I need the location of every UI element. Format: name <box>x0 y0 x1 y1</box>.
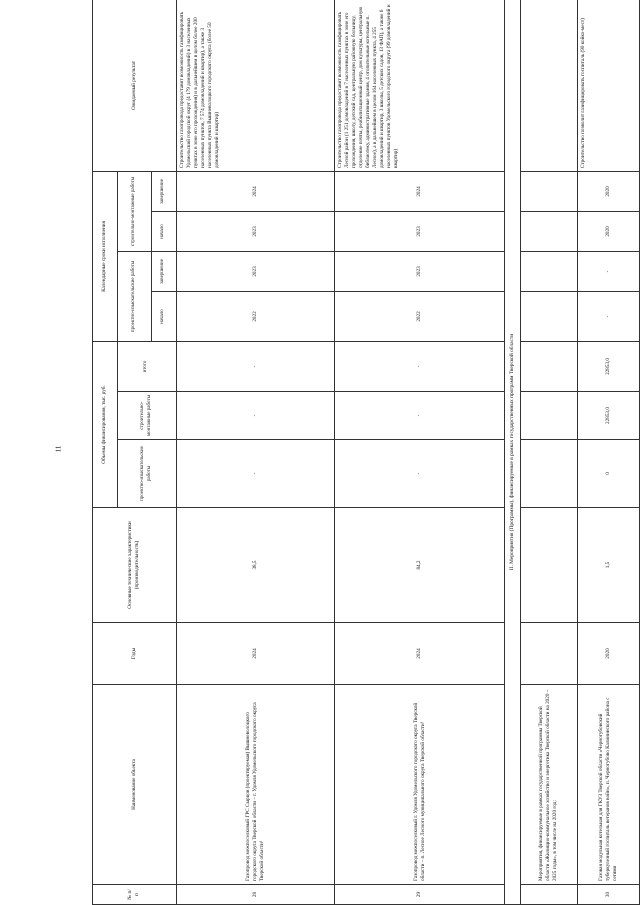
header-schedule-construction: строительно-монтажные работы <box>117 171 151 251</box>
header-result: Ожидаемый результат <box>93 0 177 171</box>
header-pir-start: начало <box>151 291 176 341</box>
row-pir-end: 2023 <box>335 251 505 291</box>
row-result: Строительство газопровода предоставит возможность газифицировать Удомельский городской округ (4 179 домовладений) в 3 населенных пунктах в зоне его прохождения) и в дальнейшем в целом более 200 населенных пунктов, 7 574 домовладений и квартир), а также 3 населенных пункта Вышневолоцкого городского округа (более 50 домовладений и квартир) <box>176 0 335 171</box>
empty-cell <box>521 211 578 251</box>
row-name: Газовая модульная котельная для ГКУЗ Тверской области «Черногубовский туберкулезный госпиталь ветеранов войн», п. Черногубово Калининского района с сетями <box>577 685 639 885</box>
row-fin-total: - <box>176 341 335 391</box>
header-finance-group: Объемы финансирования, тыс. руб. <box>93 341 118 507</box>
empty-cell <box>521 251 578 291</box>
row-smr-end: 2024 <box>176 171 335 211</box>
empty-cell <box>521 291 578 341</box>
row-pir-end: 2023 <box>176 251 335 291</box>
row-num: 30 <box>577 885 639 905</box>
row-fin-design: 0 <box>577 440 639 508</box>
table-row <box>335 0 505 905</box>
header-name: Наименование объекта <box>93 685 177 885</box>
header-years: Годы <box>93 623 177 685</box>
row-smr-start: 2023 <box>335 211 505 251</box>
row-smr-end: 2024 <box>335 171 505 211</box>
row-fin-design: - <box>176 440 335 508</box>
facilities-table <box>92 0 640 905</box>
row-pir-end: - <box>577 251 639 291</box>
page-number: 11 <box>54 445 63 453</box>
row-fin-construction: 22853,0 <box>577 392 639 440</box>
header-capacity: Основные технические характеристики (производительность) <box>93 508 177 623</box>
header-pir-end: завершение <box>151 251 176 291</box>
table-row <box>577 0 639 905</box>
row-fin-construction: - <box>176 392 335 440</box>
rotated-page <box>92 0 640 905</box>
empty-cell <box>521 0 578 171</box>
section-heading: II. Мероприятия (Программы), финансируемые в рамках государственных программ Тверской области <box>505 0 521 905</box>
row-result: Строительство позволит газифицировать госпиталь (90 койко-мест) <box>577 0 639 171</box>
empty-cell <box>521 508 578 623</box>
row-num: 29 <box>335 885 505 905</box>
row-years: 2020 <box>577 623 639 685</box>
row-fin-total: 22853,0 <box>577 341 639 391</box>
row-fin-total: - <box>335 341 505 391</box>
row-name: Газопровод межпоселковый ГРС Сырцов (проектируемая) Вышневолоцкого городского округа Тверской области – г. Удомля Удомельского городского округа Тверской области¹ <box>176 685 335 885</box>
row-smr-end: 2020 <box>577 171 639 211</box>
header-num: № п/п <box>93 885 177 905</box>
row-num-empty <box>521 885 578 905</box>
header-schedule-design: проектно-изыскательские работы <box>117 251 151 341</box>
row-fin-construction: - <box>335 392 505 440</box>
header-finance-construction: строительно-монтажные работы <box>117 392 176 440</box>
header-smr-start: начало <box>151 211 176 251</box>
empty-cell <box>521 440 578 508</box>
row-smr-start: 2023 <box>176 211 335 251</box>
table-row <box>521 0 578 905</box>
header-schedule-group: Календарные сроки исполнения <box>93 171 118 341</box>
table-row <box>176 0 335 905</box>
row-pir-start: 2022 <box>176 291 335 341</box>
empty-cell <box>521 341 578 391</box>
row-smr-start: 2020 <box>577 211 639 251</box>
empty-cell <box>521 171 578 211</box>
row-years: 2024 <box>176 623 335 685</box>
row-capacity: 84,2 <box>335 508 505 623</box>
row-years: 2024 <box>335 623 505 685</box>
empty-cell <box>521 623 578 685</box>
section-row <box>505 0 521 905</box>
header-smr-end: завершение <box>151 171 176 211</box>
row-fin-design: - <box>335 440 505 508</box>
header-finance-total: итого <box>117 341 176 391</box>
row-capacity: 38,5 <box>176 508 335 623</box>
empty-cell <box>521 392 578 440</box>
row-group-name: Мероприятия, финансируемые в рамках государственной программы Тверской области «Жилищно-коммунальное хозяйство и энергетика Тверской области на 2020 – 2025 годы», в том числе на 2020 год: <box>521 685 578 885</box>
row-result: Строительство газопровода предоставит возможность газифицировать Лесной район (1 251 домовладений в 7 населенных пунктах в зоне его прохождения, школу, детский сад, центральную районную больницу, отделение почты, реабилитационный центр, дом культуры, центральную библиотеку, административные здания, 4 отопительные котельные п. Лесное), а в дальнейшем в целом 164 населенных пункта, 4 255 домовладений и квартир, 3 школы, 5 детских садов, 13 ФАП), а также 6 населенных пунктов Удомельского городского округа (99 домовладений и квартир) <box>335 0 505 171</box>
row-pir-start: - <box>577 291 639 341</box>
row-name: Газопровод межпоселковый г. Удомля Удомельского городского округа Тверской области – п. Лесное Лесного муниципального округа Тверской области¹ <box>335 685 505 885</box>
row-pir-start: 2022 <box>335 291 505 341</box>
row-num: 28 <box>176 885 335 905</box>
row-capacity: 1,5 <box>577 508 639 623</box>
header-finance-design: проектно-изыскательские работы <box>117 440 176 508</box>
